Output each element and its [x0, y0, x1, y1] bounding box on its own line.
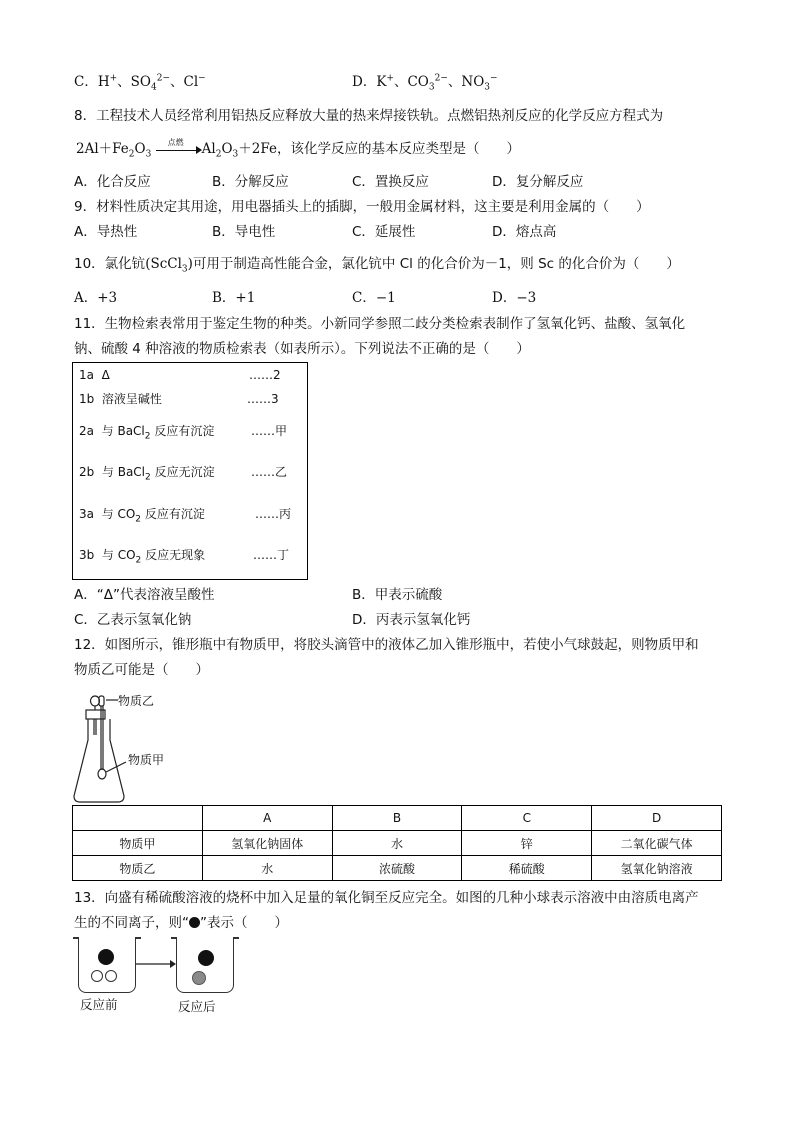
q9-option-a: A．导热性: [74, 224, 138, 240]
q8-equation: $2Al+Fe_2O_3$ 点燃 $Al_2O_3+2Fe$，该化学反应的基本反应类型是（ ）: [76, 139, 520, 159]
q7-option-d: D．K+、$CO_3^{2-}$、$NO_3^-$: [352, 73, 498, 93]
q11-stem-line2: 钠、硫酸 4 种溶液的物质检索表（如表所示）。下列说法不正确的是（ ）: [74, 341, 530, 357]
arrow-right-icon: [136, 958, 176, 970]
q10-option-d: D．−3: [492, 290, 537, 306]
label-after-reaction: 反应后: [178, 999, 216, 1014]
q9-option-b: B．导电性: [212, 224, 276, 240]
key-row-3a: 3a 与 $CO_2$ 反应有沉淀 ……丙: [79, 507, 292, 525]
table-cell: 锌: [462, 831, 592, 856]
table-cell: 物质乙: [73, 856, 203, 881]
q12-stem-line1: 12．如图所示，锥形瓶中有物质甲，将胶头滴管中的液体乙加入锥形瓶中，若使小气球鼓起，则物质甲和: [74, 637, 699, 653]
beaker-before: [78, 938, 136, 993]
q11-option-b: B．甲表示硫酸: [352, 587, 443, 603]
q10-option-a: A．+3: [74, 290, 118, 306]
q8-option-a: A．化合反应: [74, 174, 151, 190]
q8-option-c: C．置换反应: [352, 174, 429, 190]
reaction-arrow: [156, 137, 202, 157]
key-row-3b: 3b 与 $CO_2$ 反应无现象 ……丁: [79, 548, 290, 566]
table-cell: C: [462, 806, 592, 831]
q11-option-d: D．丙表示氢氧化钙: [352, 612, 471, 628]
balloon: [91, 696, 100, 706]
table-cell: 氢氧化钠溶液: [592, 856, 722, 881]
table-cell: 氢氧化钠固体: [202, 831, 332, 856]
key-row-2a: 2a 与 BaCl$_2$ 反应有沉淀 ……甲: [79, 424, 288, 442]
label-before-reaction: 反应前: [80, 997, 118, 1012]
q11-option-a: A．“Δ”代表溶液呈酸性: [74, 587, 215, 603]
q9-option-c: C．延展性: [352, 224, 416, 240]
table-cell: 稀硫酸: [462, 856, 592, 881]
q8-option-d: D．复分解反应: [492, 174, 584, 190]
conical-flask: [74, 719, 124, 802]
table-cell: D: [592, 806, 722, 831]
table-cell: [73, 806, 203, 831]
q8-option-b: B．分解反应: [212, 174, 289, 190]
beaker-after: [176, 938, 234, 993]
black-ball-icon: [189, 917, 200, 928]
table-cell: 浓硫酸: [332, 856, 462, 881]
black-ion-ball: [198, 950, 214, 966]
q10-stem: 10．氯化钪(ScCl$_3$)可用于制造高性能合金，氯化钪中 Cl 的化合价为－1，则 Sc 的化合价为（ ）: [74, 256, 680, 275]
table-cell: 水: [202, 856, 332, 881]
q11-stem-line1: 11．生物检索表常用于鉴定生物的种类。小新同学参照二歧分类检索表制作了氢氧化钙、盐酸、氢氧化: [74, 316, 686, 332]
q7-option-c: C．H+、$SO_4^{2-}$、Cl−: [74, 73, 206, 93]
table-cell: B: [332, 806, 462, 831]
q12-options-table: [72, 805, 722, 881]
table-header-row: [73, 806, 722, 831]
q12-stem-line2: 物质乙可能是（ ）: [74, 662, 209, 678]
table-cell: 二氧化碳气体: [592, 831, 722, 856]
q9-option-d: D．熔点高: [492, 224, 557, 240]
gray-ion-ball: [192, 971, 206, 985]
q13-stem-line2: 生的不同离子，则“ ”表示（ ）: [74, 915, 288, 931]
table-cell: A: [202, 806, 332, 831]
reaction-condition: 点燃: [167, 137, 184, 147]
dichotomous-key-table: [72, 362, 308, 580]
q10-option-b: B．+1: [212, 290, 256, 306]
key-row-1a: 1a Δ ……2: [79, 368, 281, 382]
label-substance-jia: 物质甲: [128, 753, 165, 767]
white-ion-ball: [91, 970, 103, 982]
q13-stem-line1: 13．向盛有稀硫酸溶液的烧杯中加入足量的氧化铜至反应完全。如图的几种小球表示溶液中由溶质电离产: [74, 890, 699, 906]
black-ion-ball: [98, 949, 114, 965]
label-substance-yi: 物质乙: [118, 694, 155, 708]
q9-stem: 9．材料性质决定其用途，用电器插头上的插脚，一般用金属材料，这主要是利用金属的（ ）: [74, 199, 650, 215]
white-ion-ball: [105, 970, 117, 982]
key-row-2b: 2b 与 BaCl$_2$ 反应无沉淀 ……乙: [79, 465, 288, 483]
table-cell: 水: [332, 831, 462, 856]
key-row-1b: 1b 溶液呈碱性 ……3: [79, 392, 279, 406]
table-row: [73, 831, 722, 856]
table-cell: 物质甲: [73, 831, 203, 856]
q8-stem: 8．工程技术人员经常利用铝热反应释放大量的热来焊接铁轨。点燃铝热剂反应的化学反应方程式为: [74, 108, 664, 124]
q11-option-c: C．乙表示氢氧化钠: [74, 612, 192, 628]
table-row: [73, 856, 722, 881]
q10-option-c: C．−1: [352, 290, 396, 306]
